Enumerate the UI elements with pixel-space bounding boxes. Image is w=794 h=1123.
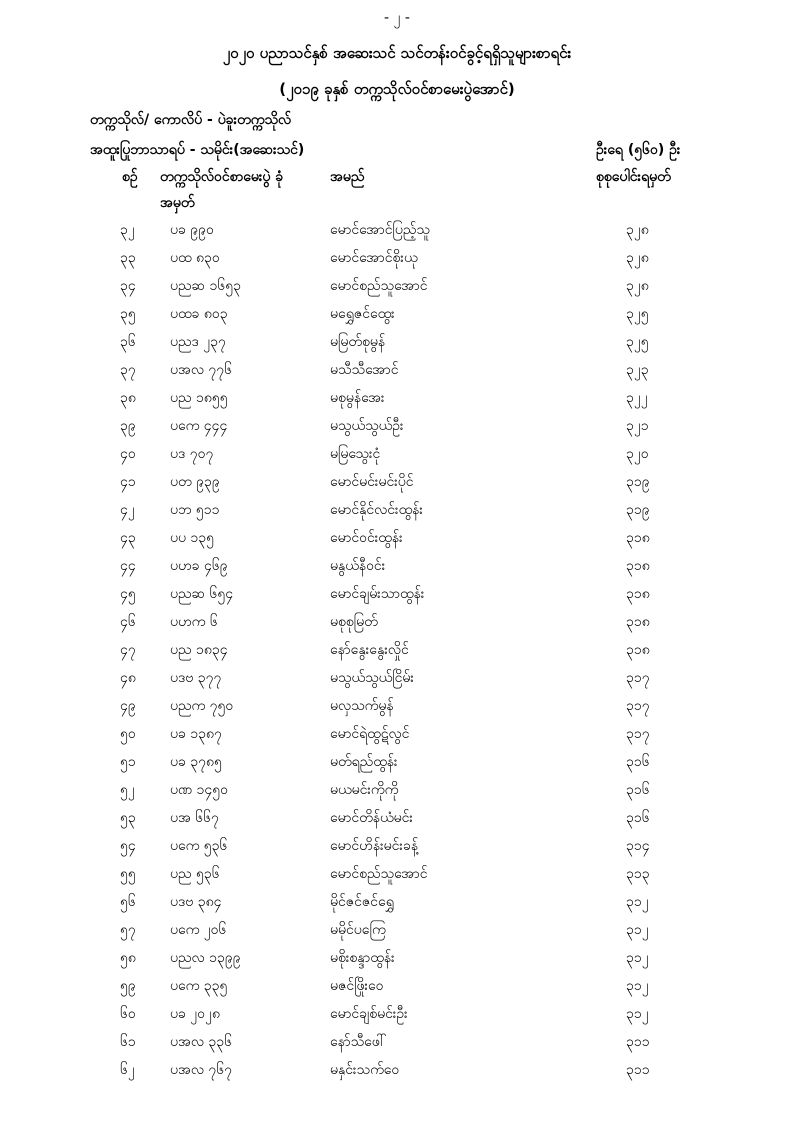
row-name: မသီသီအောင် <box>330 362 399 378</box>
row-name: မတ်ရည်ထွန်း <box>330 754 398 770</box>
table-row <box>0 384 794 412</box>
major-label: အထူးပြုဘာသာရပ် - သမိုင်း(အဆေးသင်) <box>90 142 305 158</box>
table-row <box>0 748 794 776</box>
row-name: မိုင်ဇင်ဇင်ရွှေ <box>330 894 394 910</box>
row-roll-number: ပကေ ၅၃၆ <box>170 838 228 854</box>
table-row <box>0 524 794 552</box>
row-roll-number: ပညလ ၁၃၉၉ <box>170 950 241 966</box>
row-serial-no: ၅၃ <box>120 810 136 826</box>
row-total-mark: ၃၁၂ <box>626 950 649 966</box>
row-name: မောင်မင်းမင်းပိုင် <box>330 474 414 490</box>
row-total-mark: ၃၂၃ <box>626 362 649 378</box>
row-total-mark: ၃၁၁ <box>626 1034 650 1050</box>
row-name: မောင်ချစ်မင်းဦး <box>330 1006 408 1022</box>
table-row <box>0 1028 794 1056</box>
row-roll-number: ပကေ ၃၃၅ <box>170 978 228 994</box>
row-serial-no: ၃၄ <box>120 278 136 294</box>
row-serial-no: ၆၀ <box>120 1006 136 1022</box>
row-serial-no: ၄၇ <box>120 642 136 658</box>
table-row <box>0 972 794 1000</box>
row-name: မောင်ချမ်းသာထွန်း <box>330 586 425 602</box>
table-row <box>0 916 794 944</box>
row-roll-number: ပခ ၂၀၂၈ <box>170 1006 220 1022</box>
row-total-mark: ၃၁၈ <box>626 642 650 658</box>
row-roll-number: ပဒဗ ၃၇၇ <box>170 670 222 686</box>
row-roll-number: ပခ ၉၉၀ <box>170 222 214 238</box>
table-row <box>0 356 794 384</box>
table-row <box>0 552 794 580</box>
row-name: မနွယ်နီဝင်း <box>330 558 386 574</box>
total-count: ဦးရေ (၅၆၀) ဦး <box>596 142 681 158</box>
table-row <box>0 944 794 972</box>
row-total-mark: ၃၁၈ <box>626 530 650 546</box>
row-serial-no: ၄၉ <box>120 698 136 714</box>
row-serial-no: ၅၅ <box>120 866 136 882</box>
header-roll-number: တက္ကသိုလ်ဝင်စာမေးပွဲ ခုံအမှတ် <box>160 169 284 211</box>
row-total-mark: ၃၁၆ <box>626 754 650 770</box>
row-roll-number: ပအလ ၇၇၆ <box>170 362 233 378</box>
table-row <box>0 412 794 440</box>
row-serial-no: ၃၃ <box>120 250 136 266</box>
row-total-mark: ၃၂၈ <box>626 222 649 238</box>
header-total-mark: စုစုပေါင်းရမှတ် <box>596 169 671 185</box>
row-roll-number: ပတ ၉၃၉ <box>170 474 220 490</box>
row-roll-number: ပညဆ ၁၆၅၃ <box>170 278 242 294</box>
row-roll-number: ပည ၁၈၃၄ <box>170 642 228 658</box>
row-name: နော်နွေးနွေးလှိုင် <box>330 642 409 658</box>
row-name: မလှသက်မွန် <box>330 698 394 714</box>
table-row <box>0 300 794 328</box>
row-roll-number: ပအ ၆၆၇ <box>170 810 219 826</box>
table-row <box>0 692 794 720</box>
row-roll-number: ပအလ ၇၆၇ <box>170 1062 233 1078</box>
page-number: - ၂ - <box>384 10 410 26</box>
row-name: မောင်ဟိန်းမင်းခန့် <box>330 838 419 854</box>
row-serial-no: ၅၉ <box>120 978 136 994</box>
row-name: မောင်နိုင်လင်းထွန်း <box>330 502 423 518</box>
row-roll-number: ပဟခ ၄၆၉ <box>170 558 228 574</box>
row-roll-number: ပပ ၁၃၅ <box>170 530 215 546</box>
row-total-mark: ၃၁၇ <box>626 726 650 742</box>
row-name: မဇင်ဖြိုးဝေ <box>330 978 384 994</box>
row-total-mark: ၃၁၂ <box>626 922 649 938</box>
row-roll-number: ပည ၅၃၆ <box>170 866 220 882</box>
row-roll-number: ပည ၁၈၅၅ <box>170 390 228 406</box>
table-row <box>0 1000 794 1028</box>
row-serial-no: ၄၁ <box>120 474 136 490</box>
row-roll-number: ပဒ ၇၀၇ <box>170 446 214 462</box>
table-row <box>0 776 794 804</box>
row-name: မစုစုမြတ် <box>330 614 378 630</box>
row-total-mark: ၃၁၃ <box>626 866 650 882</box>
row-serial-no: ၅၇ <box>120 922 136 938</box>
row-name: မမြတ်စုမွန် <box>330 334 386 350</box>
row-name: မမြသွေးငုံ <box>330 446 381 462</box>
row-roll-number: ပအလ ၃၃၆ <box>170 1034 233 1050</box>
row-name: မောင်စည်သူအောင် <box>330 866 428 882</box>
row-roll-number: ပထ ၈၃၀ <box>170 250 220 266</box>
row-name: မသွယ်သွယ်ငြိမ်း <box>330 670 414 686</box>
row-serial-no: ၅၆ <box>120 894 136 910</box>
row-total-mark: ၃၂၁ <box>626 418 649 434</box>
row-total-mark: ၃၁၂ <box>626 978 649 994</box>
row-total-mark: ၃၁၇ <box>626 698 650 714</box>
row-name: မနှင်းသက်ဝေ <box>330 1062 400 1078</box>
row-serial-no: ၅၀ <box>120 726 136 742</box>
row-total-mark: ၃၁၆ <box>626 810 650 826</box>
row-roll-number: ပထခ ၈၀၃ <box>170 306 228 322</box>
row-name: မောင်စည်သူအောင် <box>330 278 428 294</box>
row-serial-no: ၃၉ <box>120 418 136 434</box>
row-name: မရွှေဇင်ထွေး <box>330 306 395 322</box>
row-roll-number: ပခ ၁၃၈၇ <box>170 726 222 742</box>
table-row <box>0 216 794 244</box>
row-serial-no: ၅၂ <box>120 782 135 798</box>
row-roll-number: ပညဒ ၂၃၇ <box>170 334 226 350</box>
row-serial-no: ၃၇ <box>120 362 136 378</box>
document-subtitle: (၂၀၁၉ ခုနှစ် တက္ကသိုလ်ဝင်စာမေးပွဲအောင်) <box>279 80 515 98</box>
row-serial-no: ၄၃ <box>120 530 136 546</box>
table-row <box>0 580 794 608</box>
table-row <box>0 804 794 832</box>
row-total-mark: ၃၁၂ <box>626 1006 649 1022</box>
row-serial-no: ၆၁ <box>120 1034 136 1050</box>
document-title: ၂၀၂၀ ပညာသင်နှစ် အဆေးသင် သင်တန်းဝင်ခွင့်ရရှိသူများစာရင်း <box>222 44 572 62</box>
row-roll-number: ပကေ ၂၀၆ <box>170 922 227 938</box>
row-serial-no: ၆၂ <box>120 1062 135 1078</box>
row-serial-no: ၅၄ <box>120 838 136 854</box>
row-serial-no: ၄၂ <box>120 502 135 518</box>
row-serial-no: ၄၅ <box>120 586 136 602</box>
header-name: အမည် <box>330 169 365 185</box>
results-table <box>0 216 794 1084</box>
header-serial-no: စဉ် <box>122 169 138 185</box>
row-name: မောင်ဝင်းထွန်း <box>330 530 403 546</box>
row-roll-number: ပဏ ၁၄၅၀ <box>170 782 229 798</box>
row-roll-number: ပခ ၃၇၈၅ <box>170 754 222 770</box>
row-serial-no: ၃၅ <box>120 306 136 322</box>
row-total-mark: ၃၂၀ <box>626 446 649 462</box>
row-total-mark: ၃၁၉ <box>626 502 650 518</box>
table-row <box>0 496 794 524</box>
row-roll-number: ပဘ ၅၁၁ <box>170 502 220 518</box>
table-row <box>0 888 794 916</box>
row-total-mark: ၃၁၁ <box>626 1062 650 1078</box>
table-row <box>0 272 794 300</box>
table-row <box>0 664 794 692</box>
row-total-mark: ၃၁၈ <box>626 586 650 602</box>
row-roll-number: ပကေ ၄၄၄ <box>170 418 228 434</box>
row-total-mark: ၃၂၈ <box>626 250 649 266</box>
table-row <box>0 328 794 356</box>
row-total-mark: ၃၁၈ <box>626 558 650 574</box>
row-total-mark: ၃၂၂ <box>626 390 648 406</box>
row-name: နော်သီဖေါ် <box>330 1034 387 1050</box>
row-serial-no: ၃၂ <box>120 222 135 238</box>
row-total-mark: ၃၂၈ <box>626 278 649 294</box>
table-row <box>0 244 794 272</box>
table-row <box>0 832 794 860</box>
row-name: မယမင်းကိုကို <box>330 782 399 798</box>
row-name: မမိုင်ပကြေ <box>330 922 386 938</box>
row-name: မောင်အောင်စိုးယု <box>330 250 418 266</box>
row-total-mark: ၃၂၅ <box>626 306 649 322</box>
row-roll-number: ပဒဗ ၃၈၄ <box>170 894 222 910</box>
row-name: မသွယ်သွယ်ဦး <box>330 418 404 434</box>
row-total-mark: ၃၂၅ <box>626 334 649 350</box>
row-serial-no: ၅၁ <box>120 754 136 770</box>
university-label: တက္ကသိုလ်/ ကောလိပ် - ပဲခူးတက္ကသိုလ် <box>90 112 292 128</box>
row-name: မောင်အောင်ပြည့်သူ <box>330 222 430 238</box>
table-row <box>0 860 794 888</box>
row-roll-number: ပညဆ ၆၅၄ <box>170 586 234 602</box>
row-total-mark: ၃၁၉ <box>626 474 650 490</box>
row-total-mark: ၃၁၄ <box>626 838 650 854</box>
row-total-mark: ၃၁၈ <box>626 614 650 630</box>
row-serial-no: ၄၆ <box>120 614 136 630</box>
table-row <box>0 720 794 748</box>
table-row <box>0 440 794 468</box>
table-row <box>0 608 794 636</box>
table-row <box>0 1056 794 1084</box>
row-total-mark: ၃၁၂ <box>626 894 649 910</box>
row-total-mark: ၃၁၇ <box>626 670 650 686</box>
row-name: မောင်တိန်ယံမင်း <box>330 810 413 826</box>
row-serial-no: ၅၈ <box>120 950 136 966</box>
row-serial-no: ၄၈ <box>120 670 136 686</box>
row-name: မစုမွန်အေး <box>330 390 385 406</box>
table-row <box>0 468 794 496</box>
row-serial-no: ၄၀ <box>120 446 136 462</box>
row-serial-no: ၃၈ <box>120 390 136 406</box>
row-serial-no: ၃၆ <box>120 334 136 350</box>
row-roll-number: ပဟက ၆ <box>170 614 218 630</box>
row-name: မစိုးစန္ဒာထွန်း <box>330 950 395 966</box>
row-total-mark: ၃၁၆ <box>626 782 650 798</box>
row-roll-number: ပညက ၇၅၀ <box>170 698 234 714</box>
row-name: မောင်ရဲထွဋ်လွင် <box>330 726 410 742</box>
row-serial-no: ၄၄ <box>120 558 136 574</box>
table-row <box>0 636 794 664</box>
